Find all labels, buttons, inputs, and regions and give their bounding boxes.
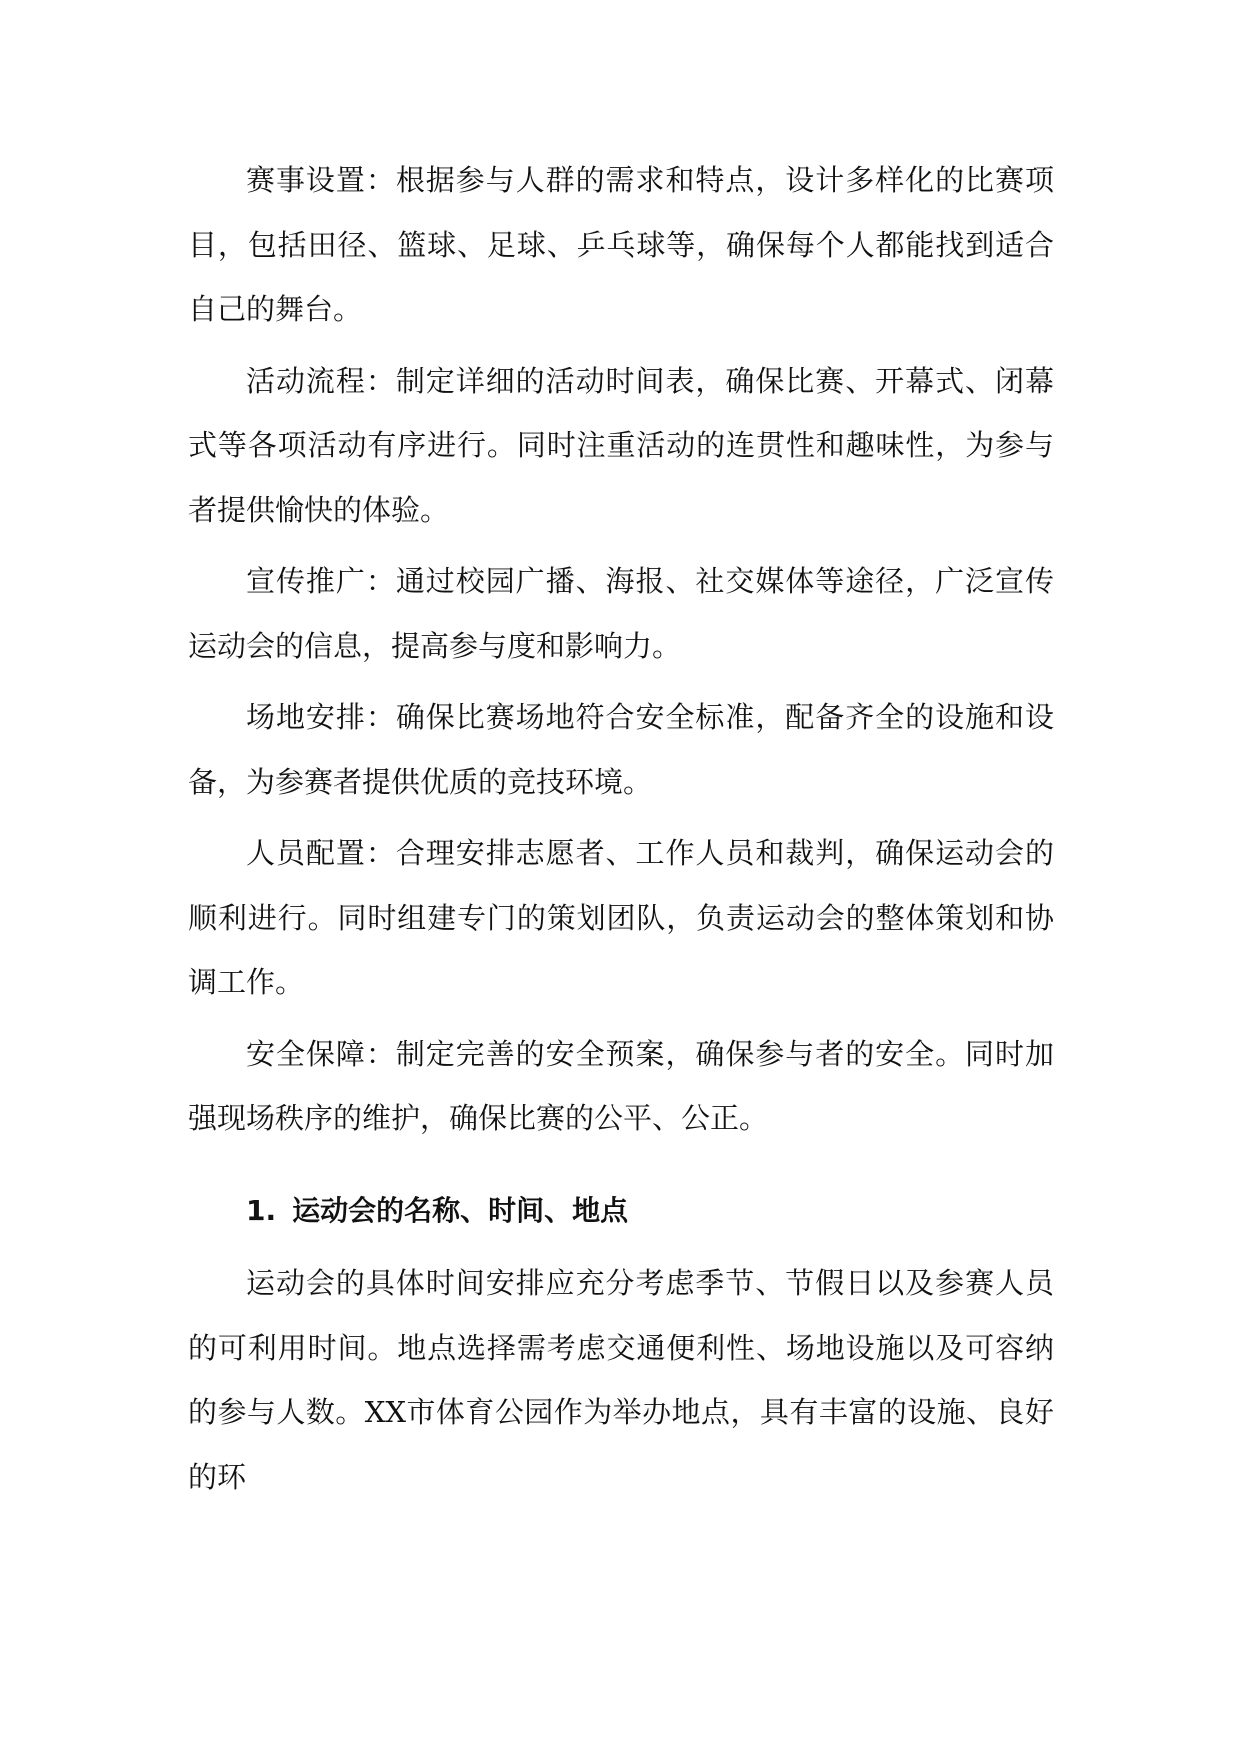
paragraph-section-body: 运动会的具体时间安排应充分考虑季节、节假日以及参赛人员的可利用时间。地点选择需考虑交通便利性、场地设施以及可容纳的参与人数。XX市体育公园作为举办地点，具有丰富的设施、良好的环	[188, 1266, 1054, 1494]
paragraph-staffing	[188, 821, 1054, 1015]
document-body	[188, 148, 1054, 1516]
section-title: 运动会的名称、时间、地点	[292, 1193, 629, 1227]
paragraph-safety	[188, 1022, 1054, 1151]
paragraph-label: 场地安排：	[246, 700, 396, 734]
paragraph-text: 合理安排志愿者、工作人员和裁判，确保运动会的顺利进行。同时组建专门的策划团队，负责运动会的整体策划和协调工作。	[188, 836, 1054, 999]
paragraph-label: 赛事设置：	[246, 163, 396, 197]
paragraph-text: 通过校园广播、海报、社交媒体等途径，广泛宣传运动会的信息，提高参与度和影响力。	[188, 564, 1054, 663]
section-number: 1.	[246, 1193, 277, 1227]
paragraph-label: 活动流程：	[246, 363, 396, 398]
paragraph-text: 制定详细的活动时间表，确保比赛、开幕式、闭幕式等各项活动有序进行。同时注重活动的连贯性和趣味性，为参与者提供愉快的体验。	[188, 363, 1054, 527]
paragraph-label: 安全保障：	[246, 1036, 396, 1071]
paragraph-venue	[188, 685, 1054, 814]
paragraph-text: 制定完善的安全预案，确保参与者的安全。同时加强现场秩序的维护，确保比赛的公平、公正。	[188, 1036, 1054, 1135]
paragraph-activity-process	[188, 349, 1054, 543]
paragraph-text: 确保比赛场地符合安全标准，配备齐全的设施和设备，为参赛者提供优质的竞技环境。	[188, 700, 1054, 799]
paragraph-label: 宣传推广：	[246, 564, 396, 598]
section-heading	[188, 1179, 1054, 1244]
paragraph-event-setup	[188, 148, 1054, 342]
paragraph-promotion	[188, 549, 1054, 678]
paragraph-text: 根据参与人群的需求和特点，设计多样化的比赛项目，包括田径、篮球、足球、乒乓球等，确保每个人都能找到适合自己的舞台。	[188, 163, 1054, 326]
paragraph-label: 人员配置：	[246, 836, 396, 870]
